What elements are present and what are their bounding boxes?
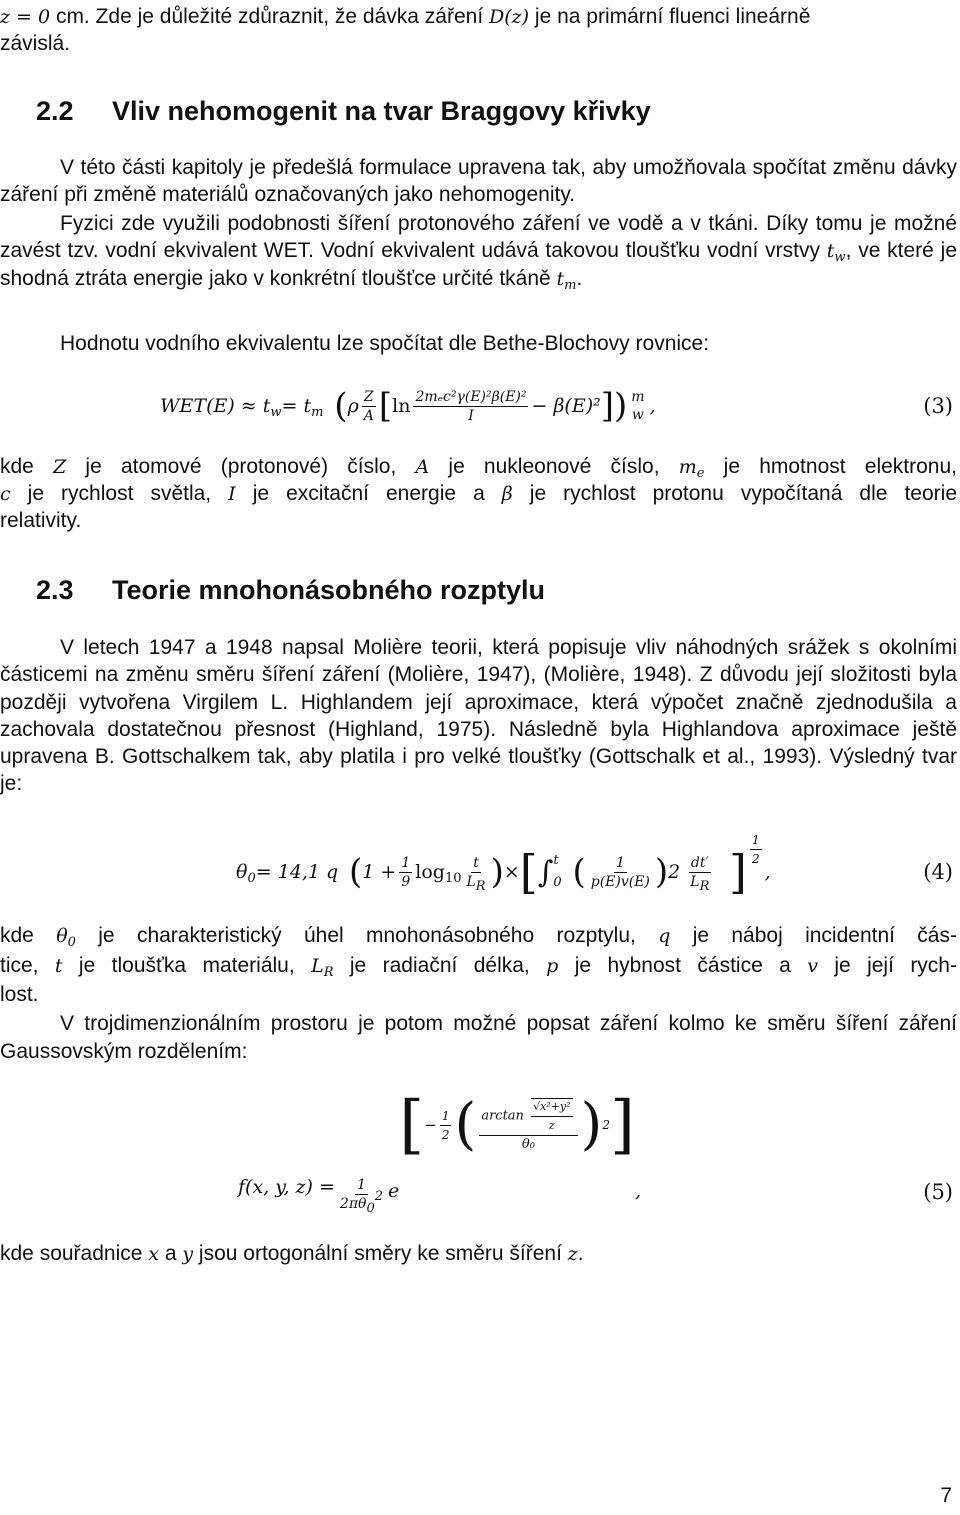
intro-text-a: cm. Zde je důležité zdůraznit, že dávka záření bbox=[50, 5, 489, 28]
symbol-tw: $t_w$ bbox=[826, 240, 846, 265]
eq3-z-over-a: $\frac{Z}{A}$ bbox=[363, 388, 374, 424]
equation-number-3: (3) bbox=[923, 394, 953, 418]
paragraph-2-2-4-line1: kde Z je atomové (protonové) číslo, A je nukleonové číslo, $m_e$ je hmotnost elektronu, bbox=[0, 455, 957, 481]
section-title: Teorie mnohonásobného rozptylu bbox=[112, 575, 546, 605]
paragraph-2-2-1: V této části kapitoly je předešlá formulace upravena tak, aby umožňovala spočítat změnu dávky záření při změně materiálů označovaných jako nehomogenity. bbox=[0, 156, 957, 206]
intro-z-formula: z = 0 bbox=[0, 6, 51, 28]
eq4-t-over-lr: $\frac{t}{L_R}$ bbox=[466, 854, 486, 894]
section-number: 2.3 bbox=[36, 575, 74, 605]
eq4-integral: ∫ bbox=[537, 854, 554, 890]
equation-number-4: (4) bbox=[923, 860, 953, 884]
section-heading-2-2 bbox=[36, 95, 651, 127]
eq4-one-ninth: $\frac{1}{9}$ bbox=[401, 854, 411, 890]
paragraph-2-3-4: kde souřadnice x a y jsou ortogonální směry ke směru šíření z. bbox=[0, 1242, 584, 1265]
section-number: 2.2 bbox=[36, 96, 74, 126]
intro-line-2: závislá. bbox=[0, 32, 71, 55]
eq5-prefactor: $\frac{1}{2\pi\theta_0^2}$ bbox=[339, 1177, 384, 1216]
paragraph-2-2-2: Fyzici zde využili podobnosti šíření protonového záření ve vodě a v tkáni. Díky tomu je možné zavést tzv. vodní ekvivalent WET. Vodní ekvivalent udává takovou tloušťku vodní vrstvy $t_w$, ve které je shodná ztráta energie jako v konkrétní tloušťce určité tkáně $t_m$. bbox=[0, 212, 957, 293]
page-number: 7 bbox=[940, 1484, 952, 1507]
eq3-tm: = $t_m$ bbox=[281, 395, 324, 420]
intro-line-1 bbox=[0, 3, 957, 31]
section-title: Vliv nehomogenit na tvar Braggovy křivky bbox=[112, 96, 651, 126]
paragraph-2-3-2-line2: tice, t je tloušťka materiálu, $L_R$ je radiační délka, p je hybnost částice a v je její rych- bbox=[0, 954, 957, 980]
equation-number-5: (5) bbox=[923, 1180, 953, 1204]
eq4-theta0: $\theta_0$ bbox=[236, 861, 256, 886]
symbol-tm: $t_m$ bbox=[556, 268, 577, 293]
equation-5: f(x, y, z) = $\frac{1}{2\pi\theta_0^2}$ e [ − $\frac{1}{2}$ ( arctan $\frac{\text{√x²+y²}}{z}$ θ₀ ) 2 ] , (5) bbox=[238, 1088, 953, 1216]
intro-text-b: je na primární fluenci lineárně bbox=[529, 5, 811, 28]
paragraph-2-3-2-line1: kde $\theta_0$ je charakteristický úhel mnohonásobného rozptylu, q je náboj incidentní čás- bbox=[0, 924, 957, 950]
eq3-tail: m w bbox=[631, 389, 645, 423]
eq4-half-power: $\frac{1}{2}$ bbox=[751, 833, 760, 866]
paragraph-2-3-2-line3: lost. bbox=[0, 983, 39, 1006]
section-heading-2-3 bbox=[36, 574, 545, 606]
eq4-one-over-pv: $\frac{1}{p(E)v(E)}$ bbox=[590, 854, 650, 890]
eq5-angle-fraction: arctan $\frac{\text{√x²+y²}}{z}$ θ₀ bbox=[479, 1098, 577, 1153]
paragraph-2-3-3: V trojdimenzionálním prostoru je potom možné popsat záření kolmo ke směru šíření záření Gaussovským rozdělením: bbox=[0, 1012, 957, 1063]
paragraph-2-2-4-line2: c je rychlost světla, I je excitační energie a β je rychlost protonu vypočítaná dle teorie bbox=[0, 482, 958, 505]
eq4-log: $\log_{10}$ bbox=[415, 861, 462, 886]
eq3-lhs: $WET(E) \approx t_w$ bbox=[160, 395, 282, 420]
paragraph-2-3-1: V letech 1947 a 1948 napsal Molière teorii, která popisuje vliv náhodných srážek s okolními částicemi na změnu směru šíření záření (Molière, 1947), (Molière, 1948). Z důvodu její složitosti byla později vytvořena Virgilem L. Highlandem její aproximace, která výpočet značně zjednodušila a zachovala dostatečnou přesnost (Highland, 1975). Následně byla Highlandova aproximace ještě upravena B. Gottschalkem tak, aby platila i pro velké tloušťky (Gottschalk et al., 1993). Výsledný tvar je: bbox=[0, 636, 957, 796]
eq4-dt-over-lr: $\frac{dt'}{L_R}$ bbox=[690, 854, 710, 894]
paragraph-2-2-4-line3: relativity. bbox=[0, 509, 82, 532]
eq5-exponent: [ − $\frac{1}{2}$ ( arctan $\frac{\text{√x²+y²}}{z}$ θ₀ ) 2 ] bbox=[399, 1088, 636, 1162]
intro-dose-symbol: D(z) bbox=[489, 6, 530, 28]
eq3-log-argument: $\frac{\text{2mₑc²γ(E)²β(E)²}}{I}$ bbox=[415, 388, 527, 424]
equation-4: $\theta_0$ = 14,1 q ( 1 + $\frac{1}{9}$ $\log_{10}$ $\frac{t}{L_R}$ ) × [ ∫ t 0 ( $\frac{1}{p(E)v(E)}$ ) 2 $\frac{dt'}{L_R}$ ] $\frac{1}{2}$ , (4) bbox=[236, 833, 953, 899]
paragraph-2-2-3: Hodnotu vodního ekvivalentu lze spočítat dle Bethe-Blochovy rovnice: bbox=[60, 332, 710, 355]
equation-3: $WET(E) \approx t_w$ = $t_m$ ( ρ $\frac{Z}{A}$ [ ln $\frac{\text{2mₑc²γ(E)²β(E)²}}{I}$ − β(E)² ]) m w , (3) bbox=[160, 386, 953, 426]
